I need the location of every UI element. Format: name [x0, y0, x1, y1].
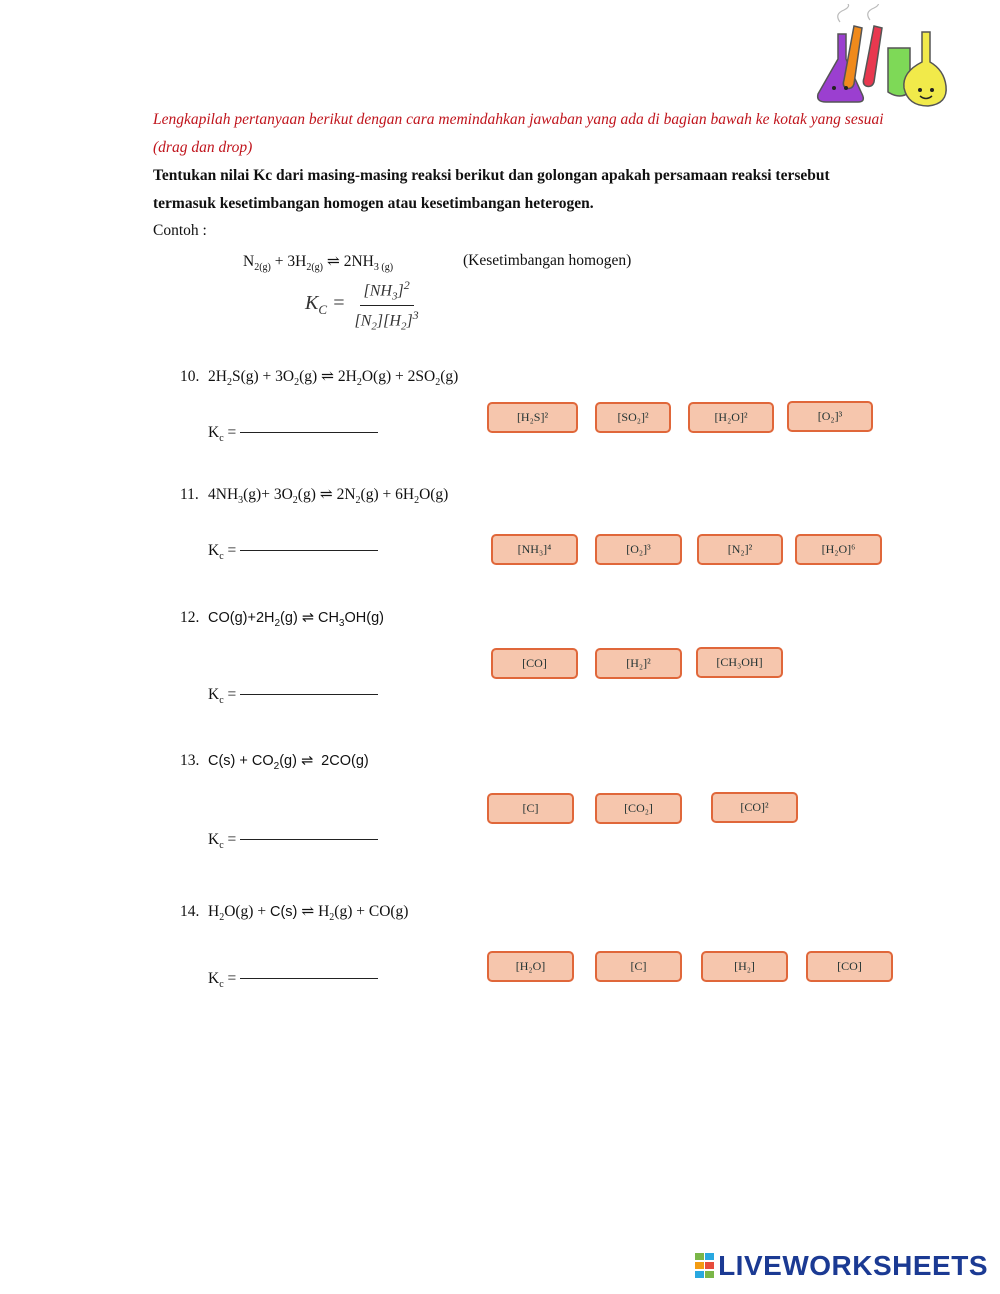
answer-tile[interactable]: [NH₃]⁴: [491, 534, 578, 565]
answer-tile[interactable]: [CO]: [491, 648, 578, 679]
question-11: 11. $4NH_3(g)+ 3O_2(g)$ ⇌ $2N_2(g) + 6H_2O(g)$: [180, 486, 449, 507]
kc-answer-14[interactable]: $K_c$ =: [208, 970, 378, 990]
answer-tile[interactable]: [N₂]²: [697, 534, 783, 565]
answer-tile[interactable]: [CO]²: [711, 792, 798, 823]
example-label: Contoh :: [153, 222, 207, 239]
question-number: 13.: [180, 752, 200, 769]
answer-tile[interactable]: [H₂O]²: [688, 402, 774, 433]
example-kc-formula: $K_C$ = $\frac{[NH_3]^2}{[N_2][H_2]^3}$: [305, 278, 419, 333]
logo-blocks-icon: [695, 1253, 715, 1279]
question-number: 10.: [180, 368, 200, 385]
answer-tile[interactable]: [SO₂]²: [595, 402, 671, 433]
answer-tile[interactable]: [C]: [595, 951, 682, 982]
kc-answer-12[interactable]: $K_c$ =: [208, 686, 378, 706]
question-number: 11.: [180, 486, 199, 503]
question-number: 12.: [180, 609, 200, 626]
example-type: (Kesetimbangan homogen): [463, 252, 632, 269]
question-14: 14. $H_2O(g) + C(s)$ ⇌ $H_2(g) + CO(g)$: [180, 903, 409, 924]
answer-tile[interactable]: [CH₃OH]: [696, 647, 783, 678]
kc-answer-10[interactable]: $K_c$ =: [208, 424, 378, 444]
question-12: 12. $CO(g)+2H_2(g)$ ⇌ $CH_3OH(g)$: [180, 609, 384, 629]
answer-tile[interactable]: [H₂S]²: [487, 402, 578, 433]
answer-tile[interactable]: [O₂]³: [787, 401, 873, 432]
example-equation: $N_{2(g)} + 3H_{2(g)}$ ⇌ $2NH_{3 (g)}$: [243, 253, 394, 274]
answer-tile[interactable]: [H₂O]: [487, 951, 574, 982]
answer-tile[interactable]: [O₂]³: [595, 534, 682, 565]
answer-tile[interactable]: [H₂O]⁶: [795, 534, 882, 565]
drop-zone[interactable]: [240, 694, 378, 695]
question-number: 14.: [180, 903, 200, 920]
kc-answer-13[interactable]: $K_c$ =: [208, 831, 378, 851]
lab-flasks-illustration: [810, 4, 950, 108]
drop-zone[interactable]: [240, 978, 378, 979]
drag-drop-instruction: Lengkapilah pertanyaan berikut dengan cara memindahkan jawaban yang ada di bagian bawah ke kotak yang sesuai (drag dan drop): [153, 111, 884, 156]
drop-zone[interactable]: [240, 550, 378, 551]
answer-tile[interactable]: [CO]: [806, 951, 893, 982]
logo-text: LIVEWORKSHEETS: [718, 1250, 988, 1281]
answer-tile[interactable]: [CO₂]: [595, 793, 682, 824]
question-10: 10. $2H_2S(g) + 3O_2(g)$ ⇌ $2H_2O(g) + 2SO_2(g)$: [180, 368, 459, 389]
liveworksheets-logo: [695, 1250, 988, 1282]
drop-zone[interactable]: [240, 432, 378, 433]
kc-answer-11[interactable]: $K_c$ =: [208, 542, 378, 562]
task-instruction: Tentukan nilai Kc dari masing-masing reaksi berikut dan golongan apakah persamaan reaksi tersebut termasuk kesetimbangan homogen atau kesetimbangan heterogen.: [153, 167, 830, 212]
drop-zone[interactable]: [240, 839, 378, 840]
question-13: 13. $C(s) + CO_2(g)$ ⇌ 2CO(g): [180, 752, 369, 772]
answer-tile[interactable]: [H₂]: [701, 951, 788, 982]
answer-tile[interactable]: [C]: [487, 793, 574, 824]
answer-tile[interactable]: [H₂]²: [595, 648, 682, 679]
